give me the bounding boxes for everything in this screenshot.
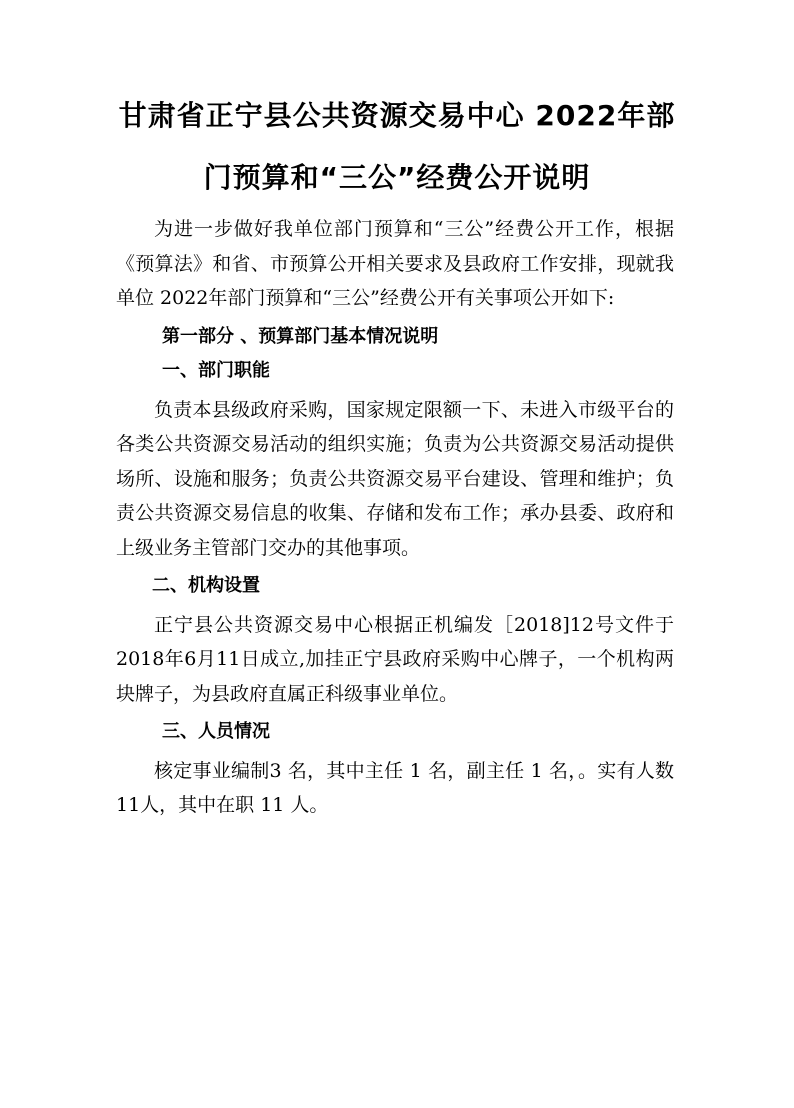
section-2-heading: 二、机构设置 [152, 575, 260, 596]
document-title-line-1: 甘肃省正宁县公共资源交易中心 2022年部 [118, 99, 676, 132]
intro-paragraph: 为进一步做好我单位部门预算和“三公”经费公开工作，根据《预算法》和省、市预算公开相关要求及县政府工作安排，现就我单位 2022年部门预算和“三公”经费公开有关事项公开如下: [116, 218, 674, 309]
part-1-heading: 第一部分 、预算部门基本情况说明 [162, 325, 439, 347]
document-title-line-2: 门预算和“三公”经费公开说明 [203, 161, 591, 194]
section-1-paragraph: 负责本县级政府采购，国家规定限额一下、未进入市级平台的各类公共资源交易活动的组织实施；负责为公共资源交易活动提供场所、设施和服务；负责公共资源交易平台建设、管理和维护；负责公共资源交易信息的收集、存储和发布工作；承办县委、政府和上级业务主管部门交办的其他事项。 [116, 398, 674, 559]
section-3-paragraph: 核定事业编制3 名，其中主任 1 名，副主任 1 名，。实有人数 11人，其中在职 11 人。 [116, 759, 674, 816]
section-1-heading: 一、部门职能 [162, 360, 270, 381]
section-2-paragraph: 正宁县公共资源交易中心根据正机编发［2018]12号文件于2018年6月11日成立,加挂正宁县政府采购中心牌子，一个机构两块牌子，为县政府直属正科级事业单位。 [116, 613, 674, 705]
section-3-heading: 三、人员情况 [162, 721, 270, 742]
document-body [116, 212, 674, 823]
